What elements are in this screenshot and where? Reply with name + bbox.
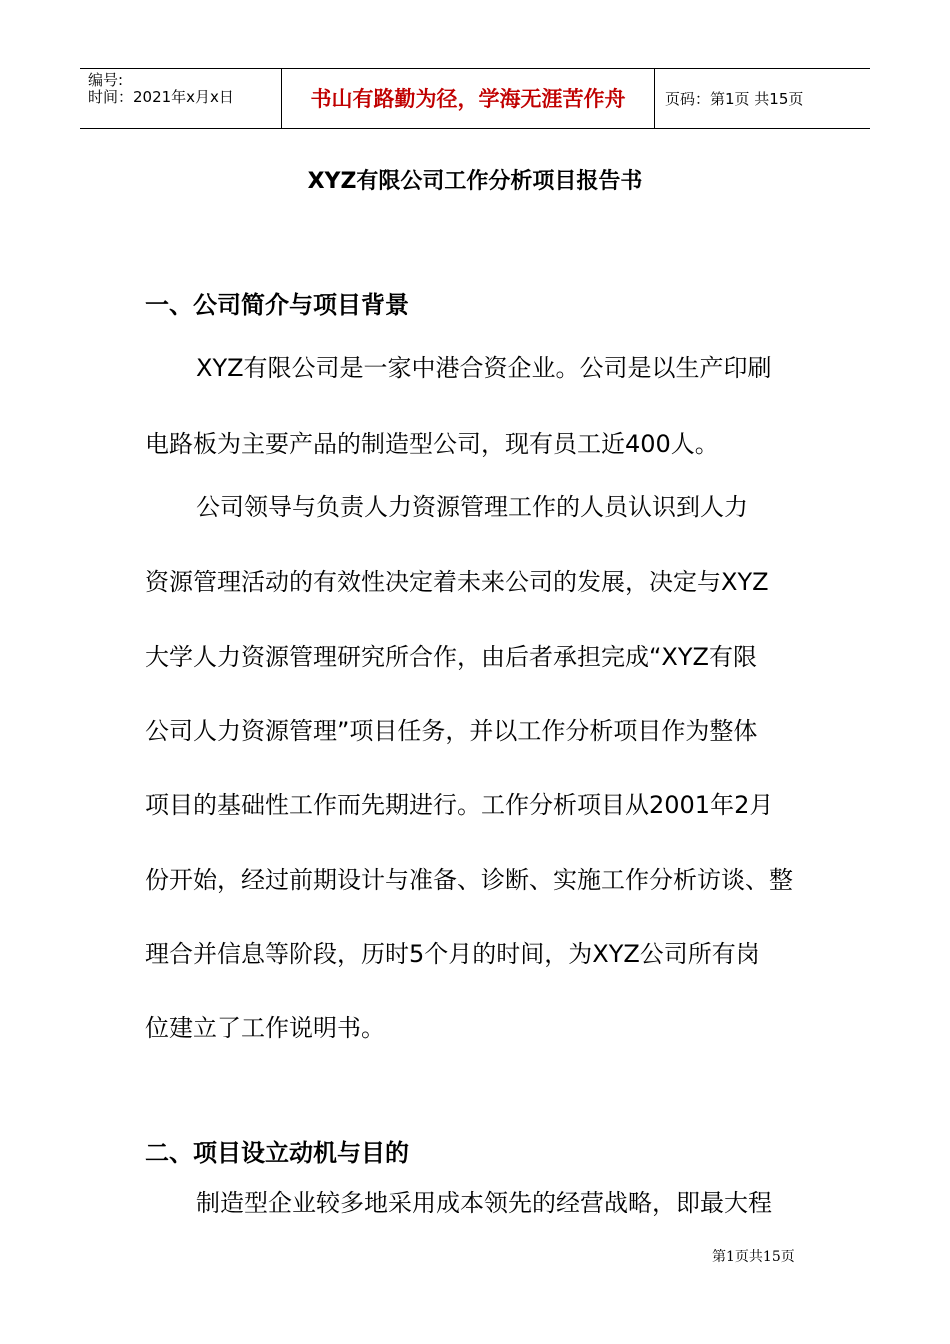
header-page-code: 页码：第1页 共15页 bbox=[665, 90, 804, 108]
document-number-label: 编号: bbox=[88, 71, 124, 89]
document-date-label: 时间：2021年x月x日 bbox=[88, 88, 234, 106]
paragraph-line: 项目的基础性工作而先期进行。工作分析项目从2001年2月 bbox=[145, 791, 774, 819]
paragraph-line: 公司领导与负责人力资源管理工作的人员认识到人力 bbox=[196, 493, 748, 521]
paragraph-line: 理合并信息等阶段，历时5个月的时间，为XYZ公司所有岗 bbox=[145, 940, 760, 968]
header-page-cell bbox=[655, 69, 870, 128]
paragraph-line: 份开始，经过前期设计与准备、诊断、实施工作分析访谈、整 bbox=[145, 866, 793, 894]
paragraph-line: 大学人力资源管理研究所合作，由后者承担完成“XYZ有限 bbox=[145, 643, 757, 671]
header-motto-cell bbox=[281, 69, 655, 128]
paragraph-line: 资源管理活动的有效性决定着未来公司的发展，决定与XYZ bbox=[145, 568, 769, 596]
header-motto: 书山有路勤为径，学海无涯苦作舟 bbox=[310, 87, 626, 111]
header-meta-cell bbox=[80, 69, 281, 128]
page-header bbox=[80, 68, 870, 129]
paragraph-line: 公司人力资源管理”项目任务，并以工作分析项目作为整体 bbox=[145, 717, 758, 745]
page-footer-number: 第1页共15页 bbox=[712, 1249, 795, 1265]
section-heading-motivation: 二、项目设立动机与目的 bbox=[145, 1139, 409, 1167]
document-title: XYZ有限公司工作分析项目报告书 bbox=[307, 169, 643, 194]
section-heading-background: 一、公司简介与项目背景 bbox=[145, 291, 409, 319]
paragraph-line: 位建立了工作说明书。 bbox=[145, 1014, 385, 1042]
paragraph-line: XYZ有限公司是一家中港合资企业。公司是以生产印刷 bbox=[196, 354, 772, 382]
paragraph-line: 制造型企业较多地采用成本领先的经营战略，即最大程 bbox=[196, 1189, 772, 1217]
paragraph-line: 电路板为主要产品的制造型公司，现有员工近400人。 bbox=[145, 430, 719, 458]
